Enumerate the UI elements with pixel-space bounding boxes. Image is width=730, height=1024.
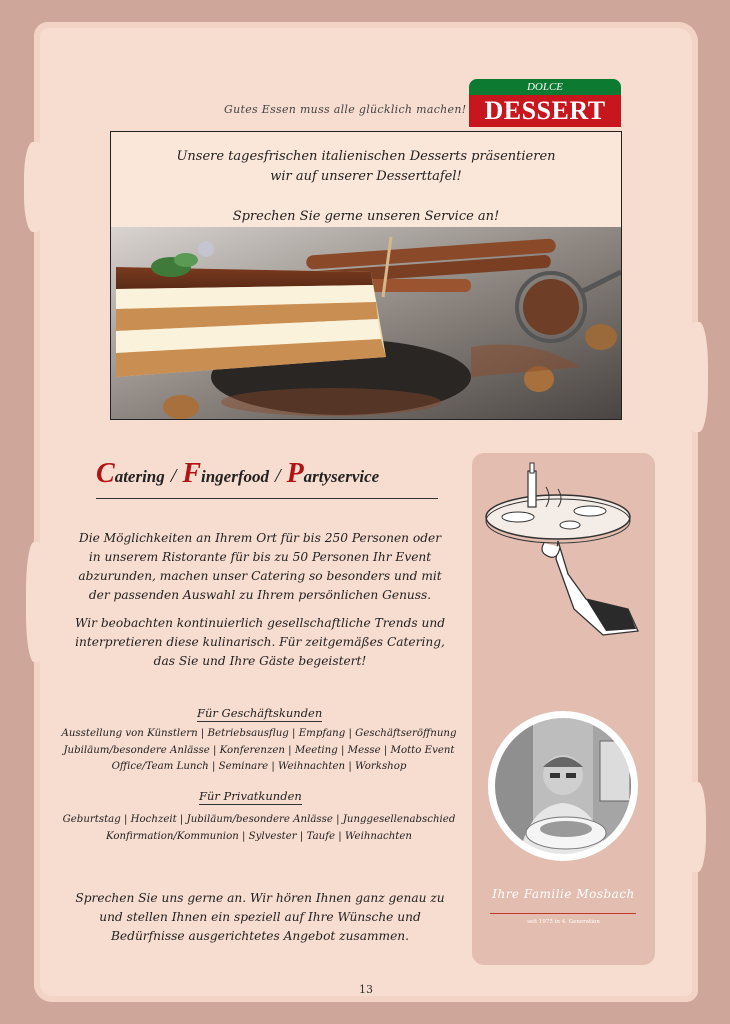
- torn-edge: [26, 542, 46, 662]
- family-sidebar: [472, 453, 655, 965]
- dessert-panel: [110, 131, 622, 420]
- title-rest: ingerfood: [201, 467, 269, 486]
- title-separator: /: [275, 465, 281, 487]
- dessert-text: [111, 132, 621, 227]
- business-line: Jubiläum/besondere Anlässe | Konferenzen | Meeting | Messe | Motto Event: [63, 744, 455, 756]
- private-heading: Für Privatkunden: [199, 789, 302, 803]
- title-separator: /: [170, 465, 177, 487]
- private-heading-wrap: [199, 785, 302, 804]
- closing-line: Bedürfnisse ausgerichtetes Angebot zusammen.: [110, 929, 410, 943]
- dessert-line: Sprechen Sie gerne unseren Service an!: [232, 209, 500, 224]
- catering-intro: [70, 529, 450, 605]
- business-list: [56, 726, 462, 776]
- owner-portrait: [488, 711, 638, 861]
- intro-line: in unserem Ristorante für bis zu 50 Personen Ihr Event: [88, 550, 432, 564]
- dessert-line: wir auf unserer Desserttafel!: [270, 169, 462, 184]
- badge-dolce: DOLCE: [469, 79, 621, 95]
- badge-dessert: DESSERT: [469, 95, 621, 127]
- business-line: Office/Team Lunch | Seminare | Weihnachten | Workshop: [111, 761, 407, 772]
- title-initial: P: [286, 458, 304, 489]
- trends-line: das Sie und Ihre Gäste begeistert!: [153, 654, 367, 668]
- catering-title: [96, 458, 438, 499]
- trends-line: Wir beobachten kontinuierlich gesellschaftliche Trends und: [74, 616, 446, 630]
- catering-trends: [70, 614, 450, 671]
- business-line: Ausstellung von Künstlern | Betriebsausflug | Empfang | Geschäftseröffnung: [61, 728, 457, 739]
- title-rest: atering: [114, 467, 165, 486]
- title-initial: F: [182, 458, 201, 489]
- tiramisu-photo: [111, 227, 621, 419]
- family-signature: Ihre Familie Mosbach: [492, 887, 635, 901]
- trends-line: interpretieren diese kulinarisch. Für zeitgemäßes Catering,: [75, 635, 445, 649]
- torn-edge: [686, 782, 706, 872]
- page-number: 13: [359, 983, 373, 996]
- family-since: seit 1975 in 4. Generation: [527, 919, 600, 925]
- closing-text: [70, 889, 450, 946]
- dessert-badge: [469, 79, 621, 127]
- intro-line: der passenden Auswahl zu Ihrem persönlichen Genuss.: [88, 588, 432, 602]
- title-initial: C: [96, 458, 115, 489]
- title-rest: artyservice: [303, 467, 380, 486]
- private-line: Konfirmation/Kommunion | Sylvester | Taufe | Weihnachten: [105, 830, 412, 842]
- torn-edge: [24, 142, 46, 232]
- private-line: Geburtstag | Hochzeit | Jubiläum/besondere Anlässe | Junggesellenabschied: [62, 814, 456, 825]
- closing-line: und stellen Ihnen ein speziell auf Ihre Wünsche und: [99, 910, 421, 924]
- owner-photo: [488, 711, 638, 861]
- closing-line: Sprechen Sie uns gerne an. Wir hören Ihnen ganz genau zu: [75, 891, 445, 905]
- waiter-tray-illustration: [478, 459, 653, 639]
- signature-underline: [490, 913, 636, 914]
- dessert-line: Unsere tagesfrischen italienischen Desserts präsentieren: [176, 149, 556, 164]
- business-heading-wrap: [197, 702, 322, 721]
- private-list: [56, 812, 462, 845]
- tagline: Gutes Essen muss alle glücklich machen!: [224, 103, 467, 116]
- torn-edge: [686, 322, 708, 432]
- intro-line: Die Möglichkeiten an Ihrem Ort für bis 250 Personen oder: [78, 531, 442, 545]
- business-heading: Für Geschäftskunden: [197, 706, 323, 720]
- intro-line: abzurunden, machen unser Catering so besonders und mit: [78, 569, 442, 583]
